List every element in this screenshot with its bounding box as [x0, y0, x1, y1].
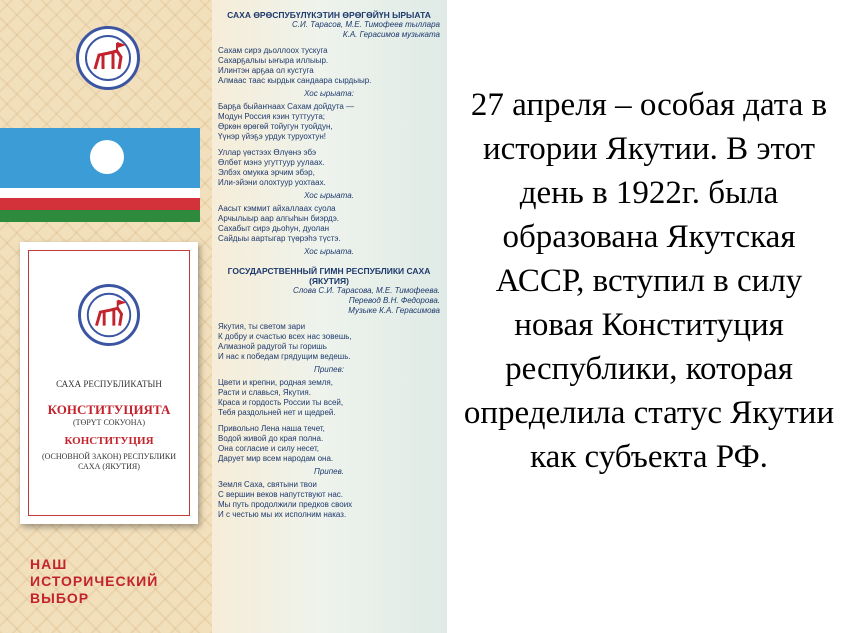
flag-sun-icon — [90, 140, 124, 174]
anthem-line: К добру и счастью всех нас зовешь, — [218, 332, 352, 341]
anthem-line: Уллар үөстээх Өлүөнэ эбэ — [218, 148, 317, 157]
book-line-3: (ТӨРҮТ СОКУОНА) — [73, 418, 145, 427]
anthem-sakha-music: К.А. Герасимов музыката — [342, 30, 440, 39]
anthem-line: Илинтэн арҕаа ол кустуга — [218, 66, 314, 75]
anthem-russian-translation: Перевод В.Н. Федорова. — [348, 296, 440, 305]
anthem-line: Привольно Лена наша течет, — [218, 424, 325, 433]
refrain-label: Хос ырыата. — [304, 191, 354, 200]
anthem-line: Мы путь продолжили предков своих — [218, 500, 353, 509]
historical-choice-label: НАШ ИСТОРИЧЕСКИЙ ВЫБОР — [30, 556, 159, 606]
anthem-line: Расти и славься, Якутия. — [218, 388, 311, 397]
book-line-1: САХА РЕСПУБЛИКАТЫН — [56, 379, 162, 389]
anthem-russian-title: ГОСУДАРСТВЕННЫЙ ГИМН РЕСПУБЛИКИ САХА (ЯКУТИЯ) — [227, 266, 431, 286]
book-line-4: КОНСТИТУЦИЯ — [64, 435, 154, 447]
refrain-label: Хос ырыата. — [304, 247, 354, 256]
anthem-line: Краса и гордость России ты всей, — [218, 398, 344, 407]
anthem-line: Дарует мир всем народам она. — [218, 454, 334, 463]
constitution-book — [20, 242, 198, 524]
book-emblem-icon — [78, 284, 140, 346]
anthem-line: Сахам сирэ дьоллоох тускуга — [218, 46, 328, 55]
anthem-line: Якутия, ты светом зари — [218, 322, 306, 331]
anthem-line: Водой живой до края полна. — [218, 434, 324, 443]
anthem-line: Арчылыыр аар алгыһын биэрдэ. — [218, 214, 340, 223]
anthem-line: Цвети и крепни, родная земля, — [218, 378, 333, 387]
anthem-line: И нас к победам грядущим ведешь. — [218, 352, 351, 361]
anthem-line: И с честью мы их исполним наказ. — [218, 510, 347, 519]
refrain-label: Припев: — [314, 365, 344, 374]
anthem-line: Или-эйэни олохтуур уохтаах. — [218, 178, 326, 187]
anthem-russian-words: Слова С.И. Тарасова, М.Е. Тимофеева. — [293, 286, 440, 295]
anthem-russian-music: Музыке К.А. Герасимова — [348, 306, 440, 315]
book-line-5: (ОСНОВНОЙ ЗАКОН) РЕСПУБЛИКИ САХА (ЯКУТИЯ) — [41, 452, 177, 471]
anthem-line: С вершин веков напутствуют нас. — [218, 490, 344, 499]
anthem-line: Модун Россия кэин туттуута; — [218, 112, 325, 121]
anthem-line: Тебя раздольней нет и щедрей. — [218, 408, 336, 417]
sakha-flag — [0, 128, 200, 222]
anthem-line: Үүнэр үйэҕэ урдук туруохтун! — [218, 132, 327, 141]
anthem-sakha-authors: С.И. Тарасов, М.Е. Тимофеев тыллара — [292, 20, 440, 29]
anthem-line: Сахарҕалыы ыҥыра иллыыр. — [218, 56, 329, 65]
anthem-sakha-title: САХА ӨРӨСПУБҮЛҮКЭТИН ӨРӨГӨЙҮН ЫРЫАТА — [227, 10, 431, 20]
anthem-text — [218, 10, 440, 520]
anthem-line: Барҕа быйаҥнаах Сахам дойдута — — [218, 102, 355, 111]
sakha-emblem-icon — [76, 26, 140, 90]
book-line-2: КОНСТИТУЦИЯТА — [47, 402, 171, 417]
anthem-line: Она согласие и силу несет, — [218, 444, 319, 453]
anthem-line: Земля Саха, святыни твои — [218, 480, 317, 489]
refrain-label: Хос ырыата: — [304, 89, 354, 98]
anthem-line: Өркөн өрөгөй тойугун туойдун, — [218, 122, 333, 131]
anthem-line: Сайдыы аартыгар түөрэһэ түстэ. — [218, 234, 341, 243]
refrain-label: Припев. — [314, 467, 344, 476]
anthem-line: Сахабыт сирэ дьоһун, дуолан — [218, 224, 330, 233]
anthem-line: Алмазной радугой ты горишь — [218, 342, 327, 351]
anthem-line: Элбэх омукка эрчим эбэр, — [218, 168, 315, 177]
anthem-line: Аасыт кэммит айхаллаах суола — [218, 204, 336, 213]
slide-heading: 27 апреля – особая дата в истории Якутии. В этот день в 1922г. была образована Якутская АССР, вступил в силу новая Конституция республики, которая определила статус Якутии как субъекта РФ. — [463, 87, 835, 475]
anthem-line: Өлбөт мэнэ угуттуур уулаах. — [218, 158, 325, 167]
anthem-line: Алмаас таас кырдык сандаара сырдыыр. — [218, 76, 372, 85]
